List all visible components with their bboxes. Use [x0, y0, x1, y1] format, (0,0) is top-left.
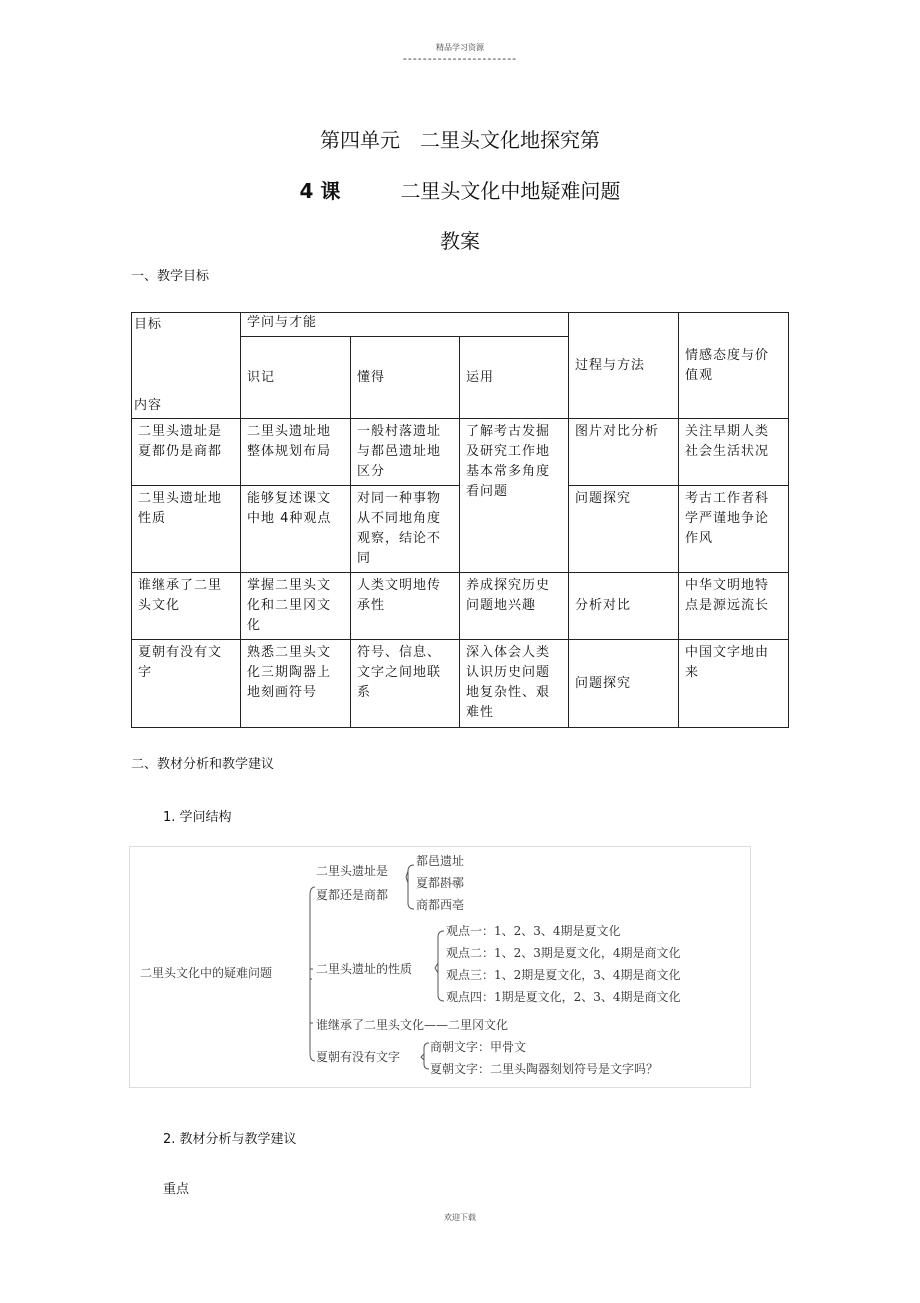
diagram-leaf: 观点二：1、2、3期是夏文化，4期是商文化: [446, 946, 681, 960]
table-cell: 养成探究历史问题地兴趣: [460, 573, 569, 640]
diagram-leaf: 商朝文字：甲骨文: [430, 1040, 527, 1054]
table-cell: 掌握二里头文化和二里冈文化: [241, 573, 351, 640]
table-cell: 二里头遗址地性质: [132, 486, 241, 573]
subheading-textbook-analysis: 2. 教材分析与教学建议: [163, 1132, 297, 1147]
lesson-number: 4 课: [299, 179, 341, 203]
table-cell: 二里头遗址是夏都仍是商都: [132, 419, 241, 486]
subheading-knowledge-structure: 1. 学问结构: [163, 810, 232, 825]
table-cell: 考古工作者科学严谨地争论作风: [679, 486, 789, 573]
table-cell: 问题探究: [569, 640, 679, 728]
diagram-branch-2: 二里头遗址的性质: [316, 962, 413, 976]
table-cell: 对同一种事物从不同地角度观察，结论不同: [351, 486, 460, 573]
table-cell: 谁继承了二里头文化: [132, 573, 241, 640]
subheader-memorize: 识记: [241, 337, 351, 419]
header-knowledge-ability: 学问与才能: [241, 313, 569, 337]
table-cell: 一般村落遗址与都邑遗址地区分: [351, 419, 460, 486]
diagram-leaf: 夏都斟鄩: [416, 876, 465, 890]
footer-text: 欢迎下载: [444, 1213, 476, 1222]
table-row: [132, 419, 789, 486]
table-corner-cell: [132, 313, 241, 419]
objectives-table: [131, 312, 789, 728]
header-attitude-values: 情感态度与价值观: [679, 313, 789, 419]
diagram-leaf: 观点四：1期是夏文化，2、3、4期是商文化: [446, 990, 681, 1004]
doc-title-line2: [0, 175, 920, 204]
diagram-root: 二里头文化中的疑难问题: [140, 966, 273, 980]
table-cell: 二里头遗址地整体规划布局: [241, 419, 351, 486]
table-cell: 能够复述课文中地 4种观点: [241, 486, 351, 573]
table-cell: 熟悉二里头文化三期陶器上地刻画符号: [241, 640, 351, 728]
section-heading-objectives: 一、教学目标: [131, 269, 210, 284]
table-cell: 了解考古发掘及研究工作地基本常多角度看问题: [460, 419, 569, 573]
table-cell: 夏朝有没有文字: [132, 640, 241, 728]
table-cell: 深入体会人类认识历史问题地复杂性、艰难性: [460, 640, 569, 728]
section-heading-analysis: 二、教材分析和教学建议: [131, 757, 275, 772]
lesson-title: 二里头文化中地疑难问题: [400, 179, 621, 203]
diagram-leaf: 观点一：1、2、3、4期是夏文化: [446, 924, 621, 938]
subheader-understand: 懂得: [351, 337, 460, 419]
table-cell: 问题探究: [569, 486, 679, 573]
diagram-branch-4: 夏朝有没有文字: [316, 1050, 401, 1064]
table-row: [132, 640, 789, 728]
table-cell: 图片对比分析: [569, 419, 679, 486]
table-cell: 中国文字地由来: [679, 640, 789, 728]
diagram-branch-1: 夏都还是商都: [316, 888, 389, 902]
diagram-leaf: 夏朝文字：二里头陶器刻划符号是文字吗？: [430, 1062, 659, 1076]
diagram-branch-3: 谁继承了二里头文化——二里冈文化: [316, 1018, 509, 1032]
knowledge-structure-diagram: [129, 846, 751, 1088]
diagram-leaf: 商都西亳: [416, 898, 465, 912]
doc-title-line1: 第四单元 二里头文化地探究第: [320, 128, 600, 152]
table-row: [132, 573, 789, 640]
doc-title-line3: 教案: [440, 229, 480, 253]
table-cell: 中华文明地特点是源远流长: [679, 573, 789, 640]
diagram-branch-1-mid: 二里头遗址是: [316, 864, 389, 878]
header-rule: -----------------------: [402, 52, 518, 65]
label-key-points: 重点: [163, 1182, 190, 1197]
header-process-method: 过程与方法: [569, 313, 679, 419]
corner-label-content: 内容: [134, 398, 163, 413]
corner-label-target: 目标: [134, 317, 163, 332]
diagram-leaf: 都邑遗址: [416, 854, 465, 868]
table-cell: 分析对比: [569, 573, 679, 640]
subheader-apply: 运用: [460, 337, 569, 419]
header-label: 精品学习资源: [436, 43, 484, 52]
table-cell: 符号、信息、文字之间地联系: [351, 640, 460, 728]
table-cell: 人类文明地传承性: [351, 573, 460, 640]
table-cell: 关注早期人类社会生活状况: [679, 419, 789, 486]
diagram-leaf: 观点三：1、2期是夏文化，3、4期是商文化: [446, 968, 681, 982]
